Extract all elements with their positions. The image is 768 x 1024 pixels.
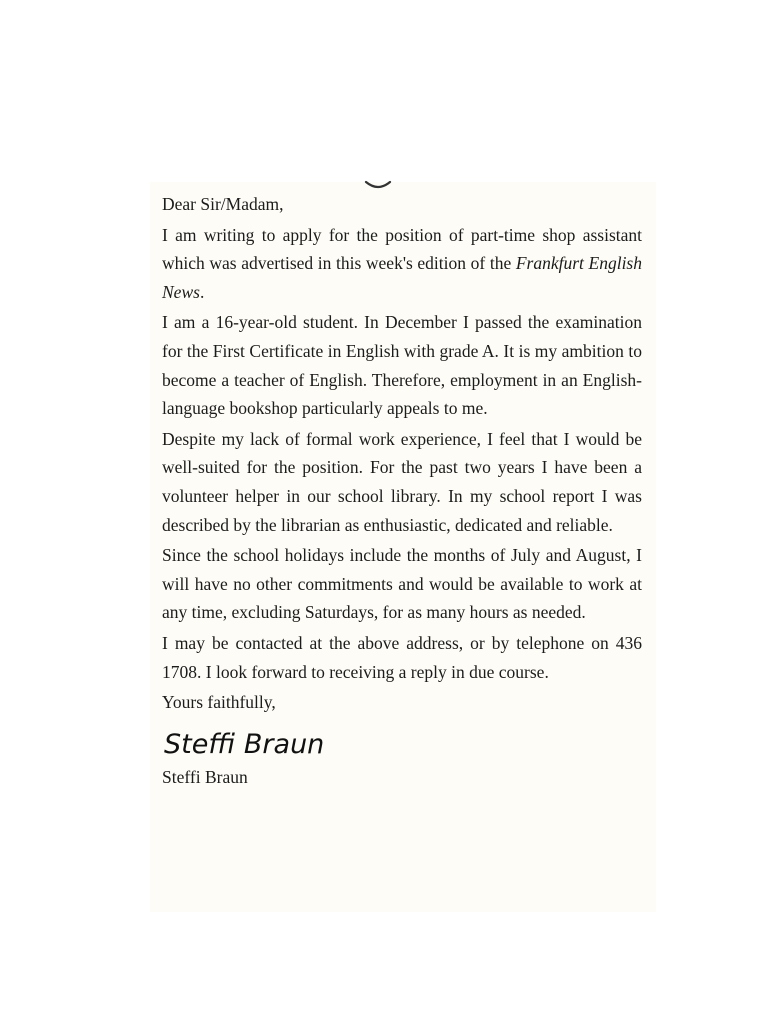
salutation: Dear Sir/Madam, xyxy=(162,194,284,214)
paragraph-contact: I may be contacted at the above address, or by telephone on 436 1708. I look forward to receiving a reply in due course. xyxy=(162,632,642,682)
signer-name: Steffi Braun xyxy=(162,766,248,787)
signature-text: Steffi Braun xyxy=(164,728,325,760)
paragraph-application-end: . xyxy=(199,281,205,302)
handwritten-signature xyxy=(162,721,642,763)
paragraph-application xyxy=(162,221,642,307)
paragraph-availability: Since the school holidays include the months of July and August, I will have no other commitments and would be available to work at any time, excluding Saturdays, for as many hours as needed. xyxy=(162,545,642,623)
closing: Yours faithfully, xyxy=(162,692,276,713)
paragraph-application-text: I am writing to apply for the position of part-time shop assistant which was advertised in this week's edition of the xyxy=(162,224,642,274)
letter-body xyxy=(162,190,642,791)
paragraph-background: I am a 16-year-old student. In December I passed the examination for the First Certificate in English with grade A. It is my ambition to become a teacher of English. Therefore, employment in an English-language bookshop particularly appeals to me. xyxy=(162,312,642,419)
publication-name: Frankfurt English News xyxy=(162,253,642,302)
paragraph-experience: Despite my lack of formal work experience, I feel that I would be well-suited for the position. For the past two years I have been a volunteer helper in our school library. In my school report I was described by the librarian as enthusiastic, dedicated and reliable. xyxy=(162,428,642,535)
